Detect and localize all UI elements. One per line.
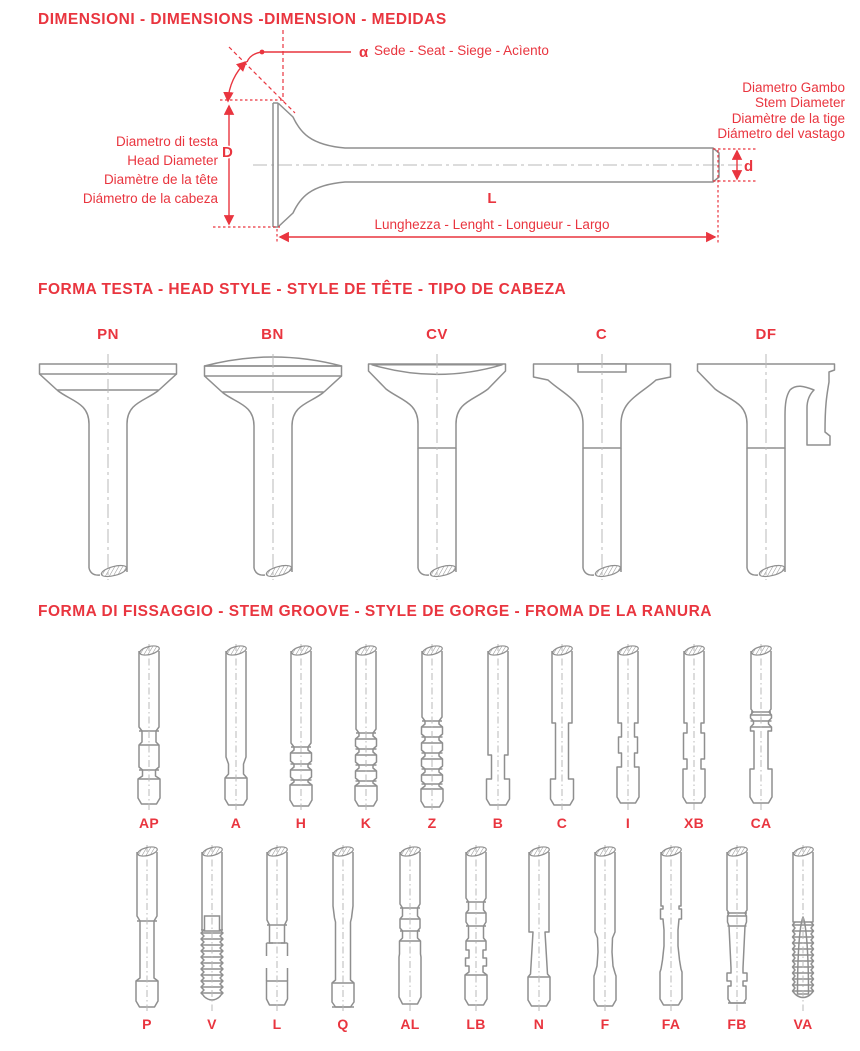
stem-groove-figure-i <box>605 641 651 813</box>
head-style-pn <box>26 326 190 582</box>
svg-text:Diametro di testa: Diametro di testa <box>115 134 218 149</box>
stem-groove-label: F <box>600 1016 610 1032</box>
svg-text:Diamètre de la tête: Diamètre de la tête <box>103 172 218 187</box>
stem-groove-figure-v <box>189 842 235 1014</box>
length-label: Lunghezza - Lenght - Longueur - Largo <box>374 217 610 232</box>
stem-groove-label: Q <box>337 1016 349 1032</box>
stem-groove-label: CA <box>750 815 772 831</box>
stem-groove-figure-va <box>780 842 826 1014</box>
stem-groove-figure-k <box>343 641 389 813</box>
stem-groove-item-f <box>582 842 628 1032</box>
stem-groove-item-h <box>278 641 324 831</box>
stem-groove-figure-b <box>475 641 521 813</box>
stem-groove-item-k <box>343 641 389 831</box>
stem-groove-label: FA <box>661 1016 681 1032</box>
stem-groove-label: L <box>272 1016 282 1032</box>
head-style-label: PN <box>97 326 119 343</box>
stem-groove-item-c <box>539 641 585 831</box>
stem-groove-item-ap <box>126 641 172 831</box>
stem-groove-label: K <box>360 815 372 831</box>
head-style-df <box>684 326 848 582</box>
stem-groove-figure-fb <box>714 842 760 1014</box>
head-style-cv <box>355 326 519 582</box>
seat-angle-arc-arrow <box>228 62 246 101</box>
stem-groove-item-z <box>409 641 455 831</box>
svg-text:Diámetro del vastago: Diámetro del vastago <box>717 126 845 141</box>
stem-groove-figure-l <box>254 842 300 1014</box>
seat-leader-curve <box>247 52 262 62</box>
head-style-figure-c <box>520 344 684 582</box>
stem-groove-figure-fa <box>648 842 694 1014</box>
stem-groove-item-ca <box>738 641 784 831</box>
stem-groove-label: AP <box>138 815 160 831</box>
stem-groove-figure-c <box>539 641 585 813</box>
stem-diameter-label <box>717 80 845 141</box>
svg-text:Diámetro de la cabeza: Diámetro de la cabeza <box>82 191 218 206</box>
stem-groove-figure-xb <box>671 641 717 813</box>
stem-groove-label: VA <box>793 1016 813 1032</box>
stem-groove-label: V <box>207 1016 217 1032</box>
stem-groove-figure-n <box>516 842 562 1014</box>
head-style-label: BN <box>261 326 284 343</box>
stem-groove-item-n <box>516 842 562 1032</box>
stem-groove-label: AL <box>400 1016 420 1032</box>
stem-groove-item-q <box>320 842 366 1032</box>
stem-groove-item-p <box>124 842 170 1032</box>
stem-groove-label: A <box>230 815 242 831</box>
stem-groove-item-va <box>780 842 826 1032</box>
stem-groove-label: FB <box>727 1016 747 1032</box>
stem-groove-figure-z <box>409 641 455 813</box>
stem-groove-figure-h <box>278 641 324 813</box>
stem-groove-item-a <box>213 641 259 831</box>
head-style-label: C <box>595 326 608 343</box>
stem-groove-item-b <box>475 641 521 831</box>
stem-groove-figure-p <box>124 842 170 1014</box>
stem-groove-item-v <box>189 842 235 1032</box>
stem-groove-figure-lb <box>453 842 499 1014</box>
stem-groove-label: I <box>625 815 631 831</box>
head-style-section-title: FORMA TESTA - HEAD STYLE - STYLE DE TÊTE - TIPO DE CABEZA <box>38 281 567 298</box>
stem-groove-item-xb <box>671 641 717 831</box>
dimensions-section-title: DIMENSIONI - DIMENSIONS -DIMENSION - MEDIDAS <box>38 11 447 28</box>
seat-angle-dashed-line <box>229 47 295 113</box>
head-style-figure-df <box>684 344 848 582</box>
svg-text:Stem Diameter: Stem Diameter <box>754 95 845 110</box>
head-style-figure-bn <box>191 344 355 582</box>
stem-groove-item-al <box>387 842 433 1032</box>
head-style-figure-pn <box>26 344 190 582</box>
stem-groove-label: P <box>142 1016 152 1032</box>
head-diameter-letter: D <box>222 144 233 161</box>
alpha-symbol: α <box>359 44 369 61</box>
stem-groove-label: C <box>556 815 568 831</box>
head-style-figure-cv <box>355 344 519 582</box>
stem-groove-figure-ap <box>126 641 172 813</box>
stem-groove-label: LB <box>466 1016 486 1032</box>
head-style-row <box>26 326 848 586</box>
stem-groove-label: N <box>533 1016 545 1032</box>
svg-text:Head Diameter: Head Diameter <box>127 153 218 168</box>
seat-label: Sede - Seat - Siege - Acìento <box>374 43 549 58</box>
length-letter: L <box>487 190 497 207</box>
stem-groove-label: XB <box>683 815 705 831</box>
stem-groove-label: H <box>295 815 307 831</box>
stem-groove-label: B <box>492 815 504 831</box>
stem-groove-figure-q <box>320 842 366 1014</box>
head-style-label: CV <box>426 326 448 343</box>
stem-groove-item-l <box>254 842 300 1032</box>
valve-outline <box>253 103 750 227</box>
stem-diameter-letter: d <box>744 158 754 175</box>
head-diameter-label <box>83 134 219 206</box>
svg-text:Diamètre de la tige: Diamètre de la tige <box>731 111 845 126</box>
stem-groove-item-fa <box>648 842 694 1032</box>
stem-groove-item-fb <box>714 842 760 1032</box>
head-style-label: DF <box>755 326 777 343</box>
stem-groove-item-i <box>605 641 651 831</box>
svg-text:Diametro Gambo: Diametro Gambo <box>742 80 845 95</box>
stem-groove-item-lb <box>453 842 499 1032</box>
stem-groove-figure-al <box>387 842 433 1014</box>
head-style-c <box>520 326 684 582</box>
head-style-bn <box>191 326 355 582</box>
valve-dimension-diagram <box>0 0 860 266</box>
stem-groove-figure-f <box>582 842 628 1014</box>
stem-groove-section-title: FORMA DI FISSAGGIO - STEM GROOVE - STYLE DE GORGE - FROMA DE LA RANURA <box>38 603 712 620</box>
stem-groove-figure-a <box>213 641 259 813</box>
stem-groove-label: Z <box>427 815 437 831</box>
stem-groove-figure-ca <box>738 641 784 813</box>
